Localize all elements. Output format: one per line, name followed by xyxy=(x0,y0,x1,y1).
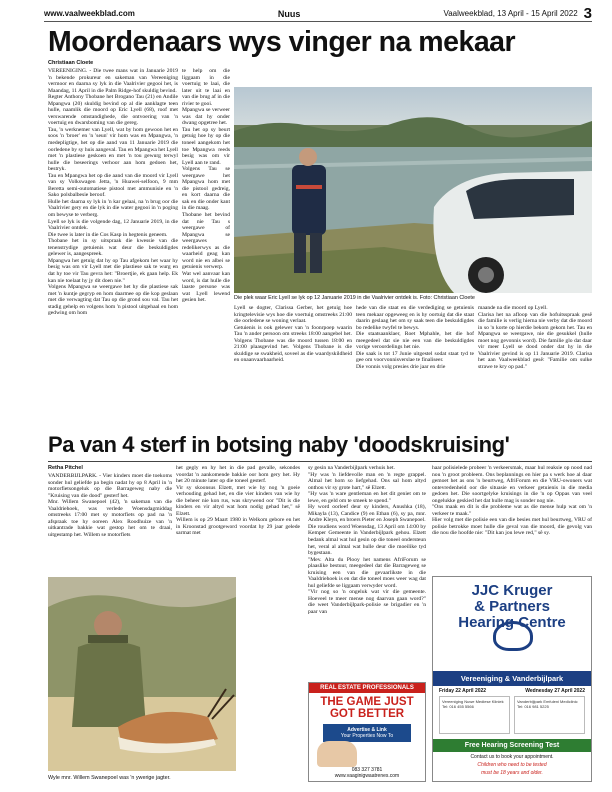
paragraph: "Hy was 'n liefdevolle man en 'n regte grappel. Almal het hom so liefgehad. Ons sal hom altyd onthou vir sy grote hart," sê Elzett. xyxy=(308,471,426,491)
paragraph: Vir sy skoonsus Elzett, met wie hy nog 'n goeie verhouding gehad het, en die vier kinders van wie hy die beheer nie kon rus, was skrywend oor "Dit is die kinders en vir altyd wat hom nodig gehad het," sê Elzett. xyxy=(176,484,300,517)
ad-email[interactable]: www.vaaginigwaatrenes.com xyxy=(334,773,400,779)
story2-column-1 xyxy=(48,473,172,573)
paragraph: Mpangwa het getuig dat hy op Tau afgekom het waar hy besig was om vir Lyell met die plastiese sak te wurg en dat hy toe vir Tau gevra het: "Broertjie, ek gaan help. Ek kan nie toelaat hy jy dit doen nie." xyxy=(48,257,178,284)
paragraph: Getuienis is ook gelewer van 'n foonrpoep waarin Tau 'n ander persoon om streeks 18:00 aangebel het. Volgens Thobane was die moord tussen 18:00 en 21:00 plaasgevind het. Volgens Thobane is die skuldige se swakheid, soveel as die waardyskildheid en onaanvaarbaarheid. xyxy=(234,324,352,364)
river-photo-caption: Die plek waar Eric Lyell se lyk op 12 Januarie 2019 in die Vaalrivier ontdek is. Foto: Christiaan Cloete xyxy=(234,295,475,301)
story2-column-3 xyxy=(308,465,426,677)
paragraph: het gegly en hy het in die pad gevalle, sekondes voordat 'n aankomende bakkie oor hom gery het. Hy het 20 minute later op die toneel gesterf. xyxy=(176,465,300,485)
site-url[interactable]: www.vaalweekblad.com xyxy=(44,9,135,18)
issue-date: Vaalweekblad, 13 April - 15 April 2022 xyxy=(443,9,578,18)
paragraph: Wat wel aanvaar kan word, is dat hulle die laaste persone was wat Lyell lewend gesien het. xyxy=(182,270,230,302)
paragraph: Lyell se dogter, Clarissa Gerber, het getuig hoe kringtelevisie wys hoe die voertuig omstreeks 21:00 die oorledene se woning verlaat. xyxy=(234,305,352,325)
paragraph: Regter Anthony Thobane het Brogano Tau (21) en Andile Mpangwa (20) skuldig bevind op al die aanklagte teen hulle, naamlik die moord op Eric Lyell (68), roof met verswarende omstandighede, die ontvoering van 'n voertuig en dwarsboming van die gereg. xyxy=(48,94,178,127)
ad-note-line-2: must be 18 years and older. xyxy=(481,770,543,776)
paragraph: Die staatsaanklaer, Roet Mphahle, het die hof meegedeel dat sie nie een van die beskuldigdes vorige veroordelings het nie. xyxy=(356,331,474,351)
paragraph: "Mev. Alta du Plooy het namens AfriForum se plaaslike bestuur, meegedeel dat die Barrageweg se kruising een van die gevaarlikste in die Vaaldriehoek is en dat die toneel moes weer wag dat hul geliefde se liggaam verwyder word. xyxy=(308,556,426,589)
ad-contact-line: Contact us to book your appointment. xyxy=(470,754,554,760)
paragraph: Die roudiens word Woensdag, 13 April om 14:00 by Kemper Gemeente in Vanderbijlpark gehou. Elzett bedank almal wat hul gesin op die toneel ondersteun het, veral al almal wat hulle deur die moeilike tyd bygestaan. xyxy=(308,523,426,557)
paragraph: haar polisielede probeer 'n verkeersmak, maar hul reaksie op nood nad nou 'n groot probleem. Ons beplannings en hier pa s werk hoe al daar gemoet het as ons 'n beurtweg, AfriForum en die VRU-owoners wat ontevredenheid oor die situasie en verkeer getuienis in die media gedoen het. Die soortgelyke kruisings in die 'n op Oppas van veel ongelukke geskied het dat hulle mag is sonder nog nie. xyxy=(432,465,592,504)
story1-headline: Moordenaars wys vinger na mekaar xyxy=(48,26,516,58)
ad-date-left: Friday 22 April 2022 xyxy=(439,688,487,694)
paragraph: Lyell se lyk is die volgende dag, 12 Januarie 2019, in die Vaalrivier ontdek. xyxy=(48,218,178,232)
paragraph: Tau het op sy beurt getuig hoe hy op die toneel aangekom het toe Mpangwa reeds besig was om vir Lyell aan te rand. xyxy=(182,126,230,166)
ad-top-text: REAL ESTATE PROFESSIONALS xyxy=(309,683,425,693)
paragraph: hede van die staat en die verdediging se getuienis teen mekaar opgeweeg en is hy oortuig dat die staat daarin geslaag het om sy saak teen die beskuldigdes bo redelike twyfel te bewys. xyxy=(356,305,474,331)
ad-title-line-3: Hearing Centre xyxy=(458,614,566,631)
paragraph: sy gesin na Vanderbijlpark verhuis het. xyxy=(308,465,395,471)
paragraph: VEREENIGING. - Die twee mans wat in Januarie 2019 'n bekende prokureur en sakeman van Vereeniging vermoor en daarna sy lyk in die Vaalrivier gegooi het, is Maandag, 11 April in die Palm Ridge-hof skuldig bevind. xyxy=(48,68,178,94)
free-test-banner: Free Hearing Screening Test xyxy=(433,739,591,752)
paragraph: Mpangwa se verweer was dat hy onder dwang opgetree het. xyxy=(182,107,230,127)
paragraph: Hy word oorleef deur sy kinders, Anushka (18), Mikayla (13), Candice (9) en Ethan (6), sy pa, mnr. Andre Kleyn, en broers Pieter en Joseph Swanepoel. xyxy=(308,504,426,524)
story2-headline: Pa van 4 sterf in botsing naby 'doodskruising' xyxy=(48,432,510,457)
ad-tagline-bold: Advertise & Link xyxy=(347,727,387,733)
paragraph: Die vonnis volg presies drie jaar en drie xyxy=(356,363,446,370)
hunter-illustration xyxy=(48,577,236,771)
story1-byline: Christiaan Cloete xyxy=(48,60,94,66)
real-estate-ad[interactable] xyxy=(308,682,426,782)
paragraph: Tau, 'n werknemer van Lyell, wat by hom gewoon het en soos 'n 'broer' en 'n 'seun' vir hom was en Mpangwa, 'n medepligtige, het op die aand van 11 Januarie 2019 die oorledene by sy huis aangeval. Tau en Mpangwa het Lyell met 'n plastiese geskoen en met 'n tou gewurg terwyl hulle die beseerings verhoor aan hom gedoen het, bestryk. xyxy=(48,126,178,173)
ad-headline: THE GAME JUST GOT BETTER xyxy=(320,696,414,720)
ad-phone[interactable]: 083 327 3781 xyxy=(351,767,383,773)
ad-banner: Vereeniging & Vanderbijlpark xyxy=(433,671,591,686)
ad-date-right: Wednesday 27 April 2022 xyxy=(525,688,585,694)
page-number: 3 xyxy=(583,5,592,22)
ad-tagline-text: Your Properties Now To xyxy=(340,733,394,739)
paragraph: Hulle het daarna sy lyk in 'n kar gelaai, na 'n brug oor die Vaalrivier gery en die lyk in die water gegooi in 'n poging om bewyse te verberg. xyxy=(48,198,178,219)
ad-note-line-1: Children who need to be tested xyxy=(477,762,547,768)
river-scene-illustration xyxy=(234,87,592,293)
paragraph: VANDERBIJLPARK. - Vier kinders moet die toekoms sonder hul geliefde pa begin nadat hy op 8 April in 'n motorfietsongeluk op die Barrageweg naby die "Kruising van die dood" gesterf het. xyxy=(48,473,172,499)
ad-title-line-2: & Partners xyxy=(474,598,550,615)
story1-column-5 xyxy=(478,305,592,425)
phone-hand-icon xyxy=(317,741,357,767)
story2-column-4 xyxy=(432,465,592,571)
paragraph: Volgens Mpangwa se weergawe het hy die plastiese sak met 'n kuntje gegryp en hom daarmee op die kop geslaan met die verwagting dat Tau op die grond sou val. Tau het stadig gehelp en volgens hom 'n pistool uitgehaal en hom gedwing om hom xyxy=(48,284,178,317)
story1-column-3 xyxy=(234,305,352,425)
divider xyxy=(48,461,592,462)
story1-column-1 xyxy=(48,68,178,426)
hearing-centre-ad[interactable] xyxy=(432,576,592,782)
paragraph: te help om die liggaam in die voertuig te laai, die later uit te laai en van die brug af in die rivier te gooi. xyxy=(182,68,230,107)
paragraph: Willem is op 29 Maart 1980 in Welkom gebore en het in Kroonstad grootgeword voordat hy 29 jaar gelede sarmat met xyxy=(176,517,300,537)
section-label: Nuus xyxy=(277,8,301,19)
page-header xyxy=(44,6,592,22)
paragraph: Volgens Tau se weergawe het Mpangwa hom met die pistool gedreig, en kort daarna die sak en die onder kant in die maag. xyxy=(182,166,230,212)
ad-location-right: Vanderbijlpark Emfuleni Mediclinic Tel: 016 981 5225 xyxy=(514,696,585,734)
hunter-photo xyxy=(48,577,236,771)
ad-tagline xyxy=(323,724,411,742)
paragraph: Hier volg met die polisie een van die besies met hul beurtweg, VRU of polisie betrokke moet hulle die geval van die moord, die gevolg van die nou die hoofde nie: "Dit kan jou lewe red," sê sy. xyxy=(432,517,592,537)
story2-byline: Retha Pitchel xyxy=(48,465,83,471)
ad-title-line-1: JJC Kruger xyxy=(471,582,553,599)
paragraph: maande na die moord op Lyell. xyxy=(478,305,548,311)
ear-icon xyxy=(493,621,533,651)
paragraph: Die twee is later in die Cos Kasp in hegtenis geneem. xyxy=(48,231,168,238)
story2-column-2 xyxy=(176,465,300,573)
paragraph: "Vir nog so 'n ongeluk wat vir die gemeente. Hoeveel te meer mense nog daarvan gaan word?" die weet Vanderbijlpark-polisie se brigadier en 'n paar van xyxy=(308,589,426,616)
paragraph: "Ons maak en dit is die probleme wat as die mense hulp wat om 'n verkeer te maak." xyxy=(432,504,592,517)
story1-column-2 xyxy=(182,68,230,302)
paragraph: Die saak is tot 17 Junie uitgestel sodat staat tyd te gee om voorvonnisverslae te finaliseer. xyxy=(356,350,474,364)
paragraph: Thobane het bevind dat nie Tau s weergawe of Mpangwa se weergawes redelikerwys as die waarheid geag kan word nie en albei se getuienis verwerp. xyxy=(182,212,230,271)
paragraph: Tau en Mpangwa het op die aand van die moord vir Lyell van sy Volkswagen Jetta, 'n Huawei-selfoon, 9 mm Beretta semi-outomatiese pistool met ammunisie en 'n Sako polsbalbesie beroof. xyxy=(48,172,178,199)
story1-column-4 xyxy=(356,305,474,425)
ad-location-left: Vereeniging Nuwe Mediese Kliniek Tel: 016 455 5566 xyxy=(439,696,510,734)
river-photo xyxy=(234,87,592,293)
paragraph: "Hy was 'n ware gentleman en het dit geniet om te lewe, en geld om te smeek te spend." xyxy=(308,491,426,504)
hunter-photo-caption: Wyle mnr. Willem Swanepoel was 'n ywerige jagter. xyxy=(48,775,171,781)
paragraph: Thobane het in sy uitspraak die kwessie van die tenenstrydige getuienis wat deur die beskuldigdes gelewer is, aangespreek. xyxy=(48,238,178,258)
paragraph: Clarisa het na afloop van die hofuitsspraak gesê die familie is verlig hierna nie verby dat die moord in so 'n korte op hierdie bekom gekom het. Tau en Mpangwa se weergawe, nie die gesukkel (hulle moet nog gevonnis word). Die familie glo dat daar vir meer Lyell se dood onder dat hy in die Vaalrivier gevind is op 11 Januarie 2019. Clarisa het aan Vaalweekblad gesê: "Familie om sulke strawe te kry op pad." xyxy=(478,311,592,370)
paragraph: Mnr. Willem Swanepoel (42), 'n sakeman van die Vaaldriehoek, was verlede Woensdagmiddag omstreeks 17:00 met sy motorfiets op pad na 'n afspraak toe hy ooreen Alex Roodhuize van 'n uitkantrade bakkie wat gestop het om te draai, uitgestamp het. Willem se motorfiets xyxy=(48,499,172,538)
